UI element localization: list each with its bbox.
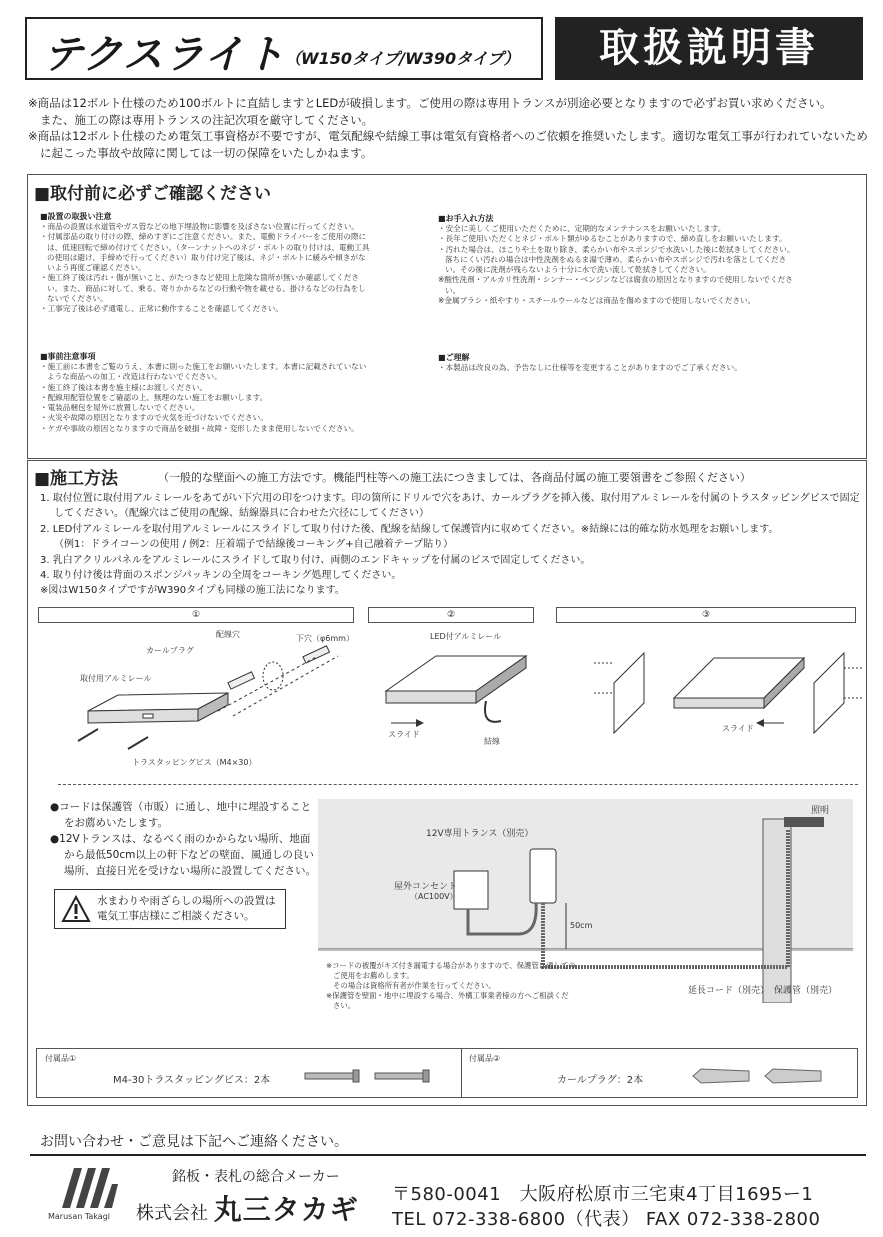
top-notes — [28, 95, 868, 161]
title-box — [25, 17, 543, 80]
install-notes — [326, 961, 576, 1011]
list-item: ・汚れた場合は、ほこりや土を取り除き、柔らかい布やスポンジで水洗いした後に乾拭きしてください。落ちにくい汚れの場合は中性洗剤をぬるま湯で薄め、柔らかい布やスポンジで汚れを落としてください。その後に洗剤が残らないよう十分に水で洗い流して乾拭きしてください。 — [438, 244, 795, 275]
top-note: ※商品は12ボルト仕様のため100ボルトに直結しますとLEDが破損します。ご使用の際は専用トランスが別途必要となりますので必ずお買い求めください。 — [28, 96, 832, 110]
transformer-label: 12V専用トランス（別売） — [426, 829, 534, 839]
precheck-section — [27, 174, 867, 459]
care-title: ■お手入れ方法 — [438, 214, 494, 223]
figure-1-label: ① — [38, 607, 354, 623]
top-note: ※商品は12ボルト仕様のため電気工事資格が不要ですが、電気配線や結線工事は電気有資格者へのご依頼を推奨いたします。適切な電気工事が行われていないために起こった事故や故障に関しては一切の保障をいたしかねます。 — [28, 129, 868, 160]
light-label: 照明 — [811, 806, 830, 816]
inquiry-text: お問い合わせ・ご意見は下記へご連絡ください。 — [40, 1134, 348, 1150]
note: ※コードの被覆がキズ付き漏電する場合がありますので、保護管に通してのご使用をお薦めします。 — [326, 961, 576, 980]
step: 1. 取付位置に取付用アルミレールをあてがい下穴用の印をつけます。印の箇所にドリルで穴をあけ、カールプラグを挿入後、取付用アルミレールを付属のトラスタッピングビスで固定してください。（配線穴はご使用の配線、結線器具に合わせた穴径にしてください） — [40, 493, 860, 520]
accessory-2-label: 付属品② — [469, 1054, 501, 1063]
product-type: （W150タイプ/W390タイプ） — [285, 49, 520, 68]
figure-2-text: LED付アルミレール — [430, 632, 502, 641]
understanding-list — [438, 363, 798, 373]
company-name-main: 丸三タカギ — [213, 1193, 359, 1226]
preparation-list — [40, 362, 370, 434]
method-title: ■施工方法 — [34, 469, 119, 489]
company-tagline: 銘板・表札の総合メーカー — [172, 1169, 340, 1185]
handling-list — [40, 222, 370, 315]
list-item: ※金属ブラシ・紙やすり・スチールウールなどは商品を傷めますので使用しないでください。 — [438, 296, 756, 306]
company-prefix: 株式会社 — [136, 1203, 208, 1224]
method-steps — [40, 491, 860, 599]
divider — [58, 784, 858, 785]
list-item: ・施工前に本書をご覧のうえ、本書に則った施工をお願いいたします。本書に記載されていないような商品への加工・改造は行わないでください。 — [40, 362, 367, 382]
figure-2-text: スライド — [388, 730, 420, 739]
figure-1-text: カールプラグ — [146, 646, 194, 655]
list-item: ・付属部品の取り付けの際、締めすぎにご注意ください。また、電動ドライバーをご使用の際には、低速回転で締め付けてください。（ターンナットへのネジ・ボルトの取り付けは、電動工具の使用は避け、手締めで行ってください）取り付け完了後は、ネジ・ボルトに緩みや傾きがないよう再度ご確認ください。 — [40, 232, 370, 273]
accessories — [36, 1048, 858, 1098]
company-address: 〒580-0041 大阪府松原市三宅東4丁目1695ー1 — [392, 1184, 814, 1205]
pipe-label: 保護管（別売） — [774, 986, 838, 996]
list-item: ・本製品は改良の為、予告なしに仕様等を変更することがありますのでご了承ください。 — [438, 363, 742, 372]
precheck-title: ■取付前に必ずご確認ください — [34, 184, 272, 204]
list-item: ・施工終了後は本書を施主様にお渡しください。 — [40, 382, 208, 392]
figure-1-text: トラスタッピングビス（M4×30） — [132, 758, 257, 767]
plug-icon — [691, 1065, 841, 1087]
care-list — [438, 224, 798, 306]
brand-en: Marusan Takagi — [48, 1212, 111, 1221]
figure-2-label: ② — [368, 607, 534, 623]
warning-box — [54, 889, 286, 929]
note: ※保護管を壁面・地中に埋設する場合、外構工事業者様の方へご相談ください。 — [326, 991, 569, 1010]
outlet-sub-label: （AC100V） — [410, 892, 458, 901]
install-bullets — [50, 799, 320, 879]
outlet-label: 屋外コンセント — [394, 882, 458, 892]
bullet: ●コードは保護管（市販）に通し、地中に埋設することをお薦めいたします。 — [50, 801, 312, 829]
top-note: また、施工の際は専用トランスの注記次項を厳守してください。 — [40, 112, 374, 127]
list-item: ※酸性洗剤・アルカリ性洗剤・シンナー・ベンジンなどは腐食の原因となりますので使用しないでください。 — [438, 275, 793, 295]
method-note: （一般的な壁面への施工方法です。機能門柱等への施工法につきましては、各商品付属の施工要領書をご参照ください） — [158, 471, 751, 484]
list-item: ・火災や故障の原因となりますので火気を近づけないでください。 — [40, 413, 268, 423]
list-item: ・長年ご使用いただくとネジ・ボルト類がゆるむことがありますので、締め直しをお願いいたします。 — [438, 234, 787, 244]
figure-1-diagram — [68, 631, 358, 771]
step: （例1：ドライコーンの使用 / 例2：圧着端子で結線後コーキング+自己融着テープ貼り） — [54, 539, 454, 551]
divider — [461, 1049, 462, 1097]
accessory-2-text: カールプラグ：2本 — [557, 1075, 644, 1086]
company-tel: TEL 072-338-6800（代表） FAX 072-338-2800 — [392, 1209, 821, 1230]
company-logo — [58, 1164, 120, 1210]
step: ※図はW150タイプですがW390タイプも同様の施工法になります。 — [40, 585, 345, 597]
handling-title: ■設置の取扱い注意 — [40, 212, 112, 221]
height-label: 50cm — [570, 921, 593, 930]
cord-label: 延長コード（別売） — [688, 986, 770, 996]
figure-2-text: 結線 — [484, 737, 500, 746]
accessory-1-label: 付属品① — [45, 1054, 77, 1063]
figure-3-label: ③ — [556, 607, 856, 623]
figure-1-text: 下穴（φ6mm） — [296, 634, 354, 643]
figure-1-text: 配線穴 — [216, 630, 240, 639]
product-title: テクスライト — [43, 32, 286, 78]
list-item: ・ケガや事故の原因となりますので商品を破損・故障・変形したまま使用しないでください。 — [40, 423, 359, 433]
company-name — [136, 1188, 359, 1228]
step: 2. LED付アルミレールを取付用アルミレールにスライドして取り付けた後、配線を結線して保護管内に収めてください。※結線には的確な防水処理をお願いします。 — [40, 523, 779, 535]
divider — [30, 1154, 866, 1156]
figure-3-text: スライド — [722, 724, 754, 733]
method-section — [27, 460, 867, 1106]
list-item: ・安全に美しくご使用いただくために、定期的なメンテナンスをお願いいたします。 — [438, 224, 726, 233]
list-item: ・工事完了後は必ず通電し、正常に動作することを確認してください。 — [40, 304, 283, 314]
install-diagram — [318, 799, 853, 1010]
note: その場合は資格所有者が作業を行ってください。 — [333, 981, 496, 990]
list-item: ・電装品梱包を屋外に放置しないでください。 — [40, 403, 200, 413]
figure-1-text: 取付用アルミレール — [80, 674, 152, 683]
bullet: ●12Vトランスは、なるべく雨のかからない場所、地面から最低50cm以上の軒下などの壁面、風通しの良い場所、直接日光を受けない場所に設置してください。 — [50, 833, 316, 877]
preparation-title: ■事前注意事項 — [40, 352, 96, 361]
list-item: ・商品の設置は水道管やガス管などの地下埋設物に影響を及ぼさない位置に行ってください。 — [40, 222, 359, 231]
warning-text: 水まわりや雨ざらしの場所への設置は電気工事店様にご相談ください。 — [97, 895, 276, 922]
step: 4. 取り付け後は背面のスポンジパッキンの全周をコーキング処理してください。 — [40, 570, 402, 582]
list-item: ・配線用配管位置をご確認の上、無理のない施工をお願いします。 — [40, 392, 268, 402]
understanding-title: ■ご理解 — [438, 353, 470, 362]
screw-icon — [303, 1067, 453, 1087]
header — [25, 17, 863, 80]
list-item: ・施工終了後は汚れ・傷が無いこと、がたつきなど使用上危険な箇所が無いか確認してください。また、商品に対して、乗る、寄りかかるなどの行動や物を載せる、掛けるなどの行為をしないでください。 — [40, 273, 366, 304]
manual-title: 取扱説明書 — [555, 17, 863, 80]
step: 3. 乳白アクリルパネルをアルミレールにスライドして取り付け、両側のエンドキャップを付属のビスで固定してください。 — [40, 554, 591, 566]
accessory-1-text: M4-30トラスタッピングビス：2本 — [113, 1075, 271, 1086]
warning-icon — [61, 895, 91, 923]
